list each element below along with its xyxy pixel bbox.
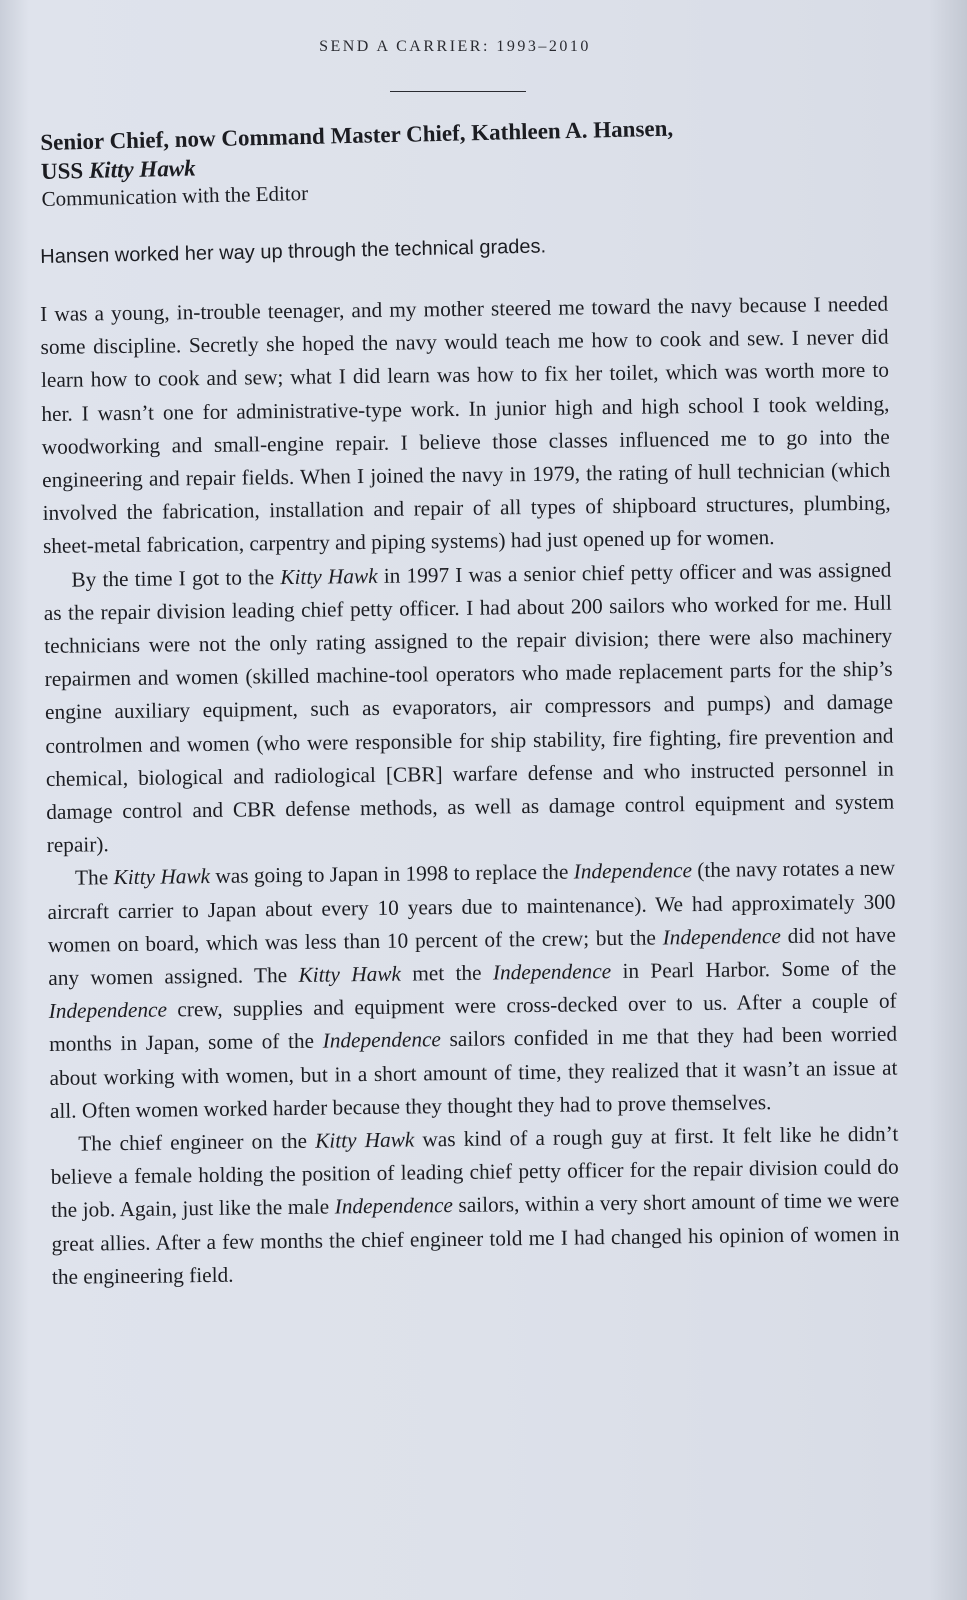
italic-ship-name: Kitty Hawk [280,563,378,589]
paragraph-text: crew, supplies and equipment were cross-decked over to us. After a couple of months in Japan, some of the [48,988,897,1057]
paragraph-text: in 1997 I was a senior chief petty officer and was assigned as the repair division leading chief petty officer. I had about 200 sailors who worked for me. Hull technicians were not the only rating assigned to the repair division; there were also machinery repairmen and women (skilled machine-tool operators who made replacement parts for the ship’s engine auxiliary equipment, such as evaporators, air compressors and pumps) and damage controlmen and women (who were responsible for ship stability, fire fighting, fire prevention and chemical, biological and radiological [CBR] warfare defense and who instructed personnel in damage control and CBR defense methods, as well as damage control equipment and system repair). [43,557,895,858]
body-paragraph [50,1118,900,1294]
paragraph-text: The [74,865,114,891]
italic-ship-name: Kitty Hawk [314,1127,415,1153]
italic-ship-name: Independence [573,858,693,884]
paragraph-text: The chief engineer on the [78,1128,316,1156]
heading-name-line: Senior Chief, now Command Master Chief, Kathleen A. Hansen, [40,115,674,155]
paragraph-text: met the [400,960,494,986]
paragraph-text: By the time I got to the [71,564,281,592]
italic-ship-name: Independence [48,997,168,1024]
italic-ship-name: Independence [662,923,782,950]
body-text [40,288,900,1294]
header-rule [390,91,526,92]
section-heading [40,110,842,213]
paragraph-text: sailors, within a very short amount of time we were great allies. After a few months the chief engineer told me I had changed his opinion of women in the engineering field. [51,1188,900,1289]
paragraph-text: I was a young, in-trouble teenager, and my mother steered me toward the navy because I needed some discipline. Secretly she hoped the navy would teach me how to cook and sew. I never did learn how to cook and sew; what I did learn was how to fix her toilet, which was worth more to her. I wasn’t one for administrative-type work. In junior high and high school I took welding, woodworking and small-engine repair. I believe those classes influenced me to go into the engineering and repair fields. When I joined the navy in 1979, the rating of hull technician (which involved the fabrication, installation and repair of all types of shipboard structures, plumbing, sheet-metal fabrication, carpentry and piping systems) had just opened up for women. [40,291,891,559]
body-paragraph [40,288,891,564]
paragraph-text: was going to Japan in 1998 to replace the [209,859,574,889]
running-head: SEND A CARRIER: 1993–2010 [319,38,591,55]
italic-ship-name: Independence [492,959,612,985]
heading-ship-name: Kitty Hawk [88,155,196,183]
italic-ship-name: Independence [334,1193,454,1219]
heading-subtitle: Communication with the Editor [41,180,309,211]
paragraph-text: was kind of a rough guy at first. It felt like he didn’t believe a female holding the position of leading chief petty officer for the repair division could do the job. Again, just like the male [50,1121,899,1223]
paragraph-text: did not have any women assigned. The [48,922,896,991]
body-paragraph [43,553,895,862]
intro-note: Hansen worked her way up through the technical grades. [40,235,547,268]
paragraph-text: (the navy rotates a new aircraft carrier to Japan about every 10 years due to maintenance). We had approximately 300 women on board, which was less than 10 percent of the crew; but the [47,856,896,957]
heading-ship-prefix: USS [40,157,90,184]
italic-ship-name: Independence [322,1027,442,1054]
italic-ship-name: Kitty Hawk [298,961,402,987]
paragraph-text: sailors confided in me that they had been worried about working with women, but in a short amount of time, they realized that it wasn’t an issue at all. Often women worked harder because they thought they had to prove themselves. [49,1022,898,1123]
italic-ship-name: Kitty Hawk [113,864,211,890]
body-paragraph [47,852,898,1128]
paragraph-text: in Pearl Harbor. Some of the [610,955,897,984]
